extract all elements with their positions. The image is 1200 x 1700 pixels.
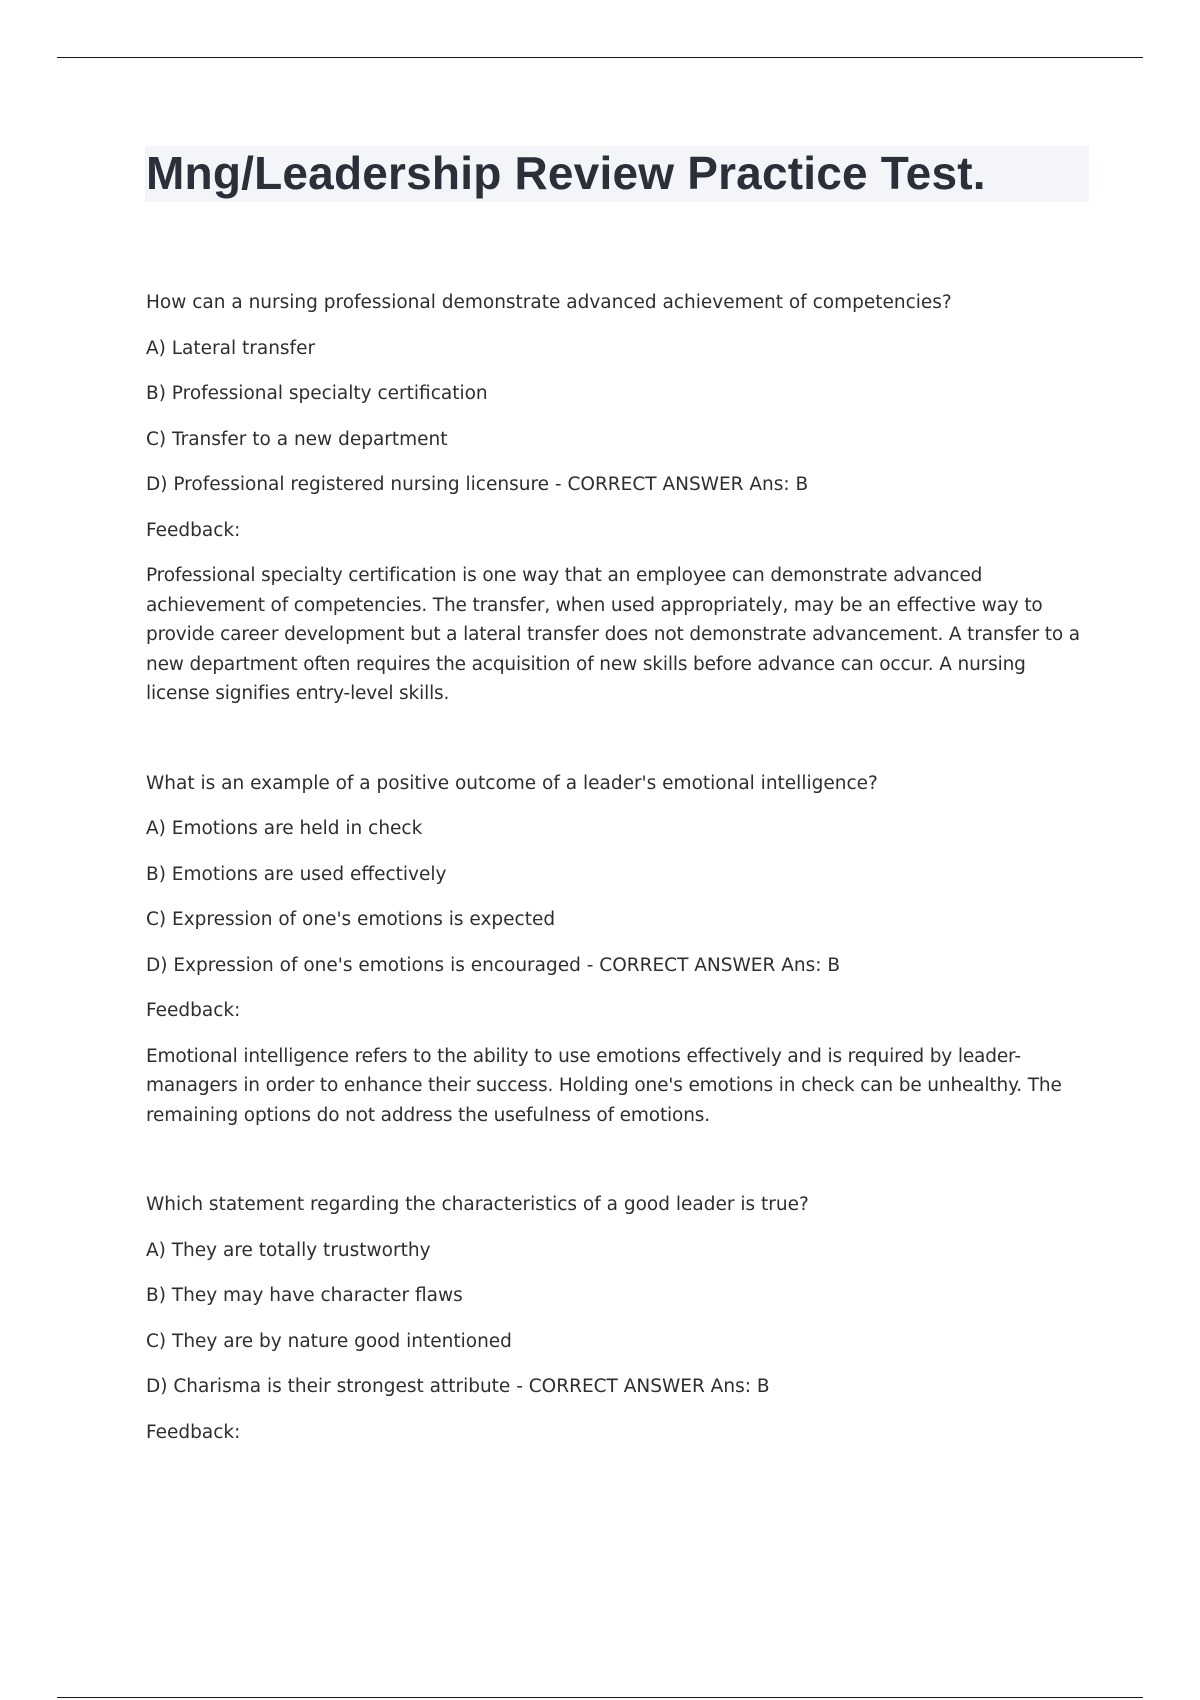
question-block-1 — [146, 288, 1090, 709]
question-block-2 — [146, 769, 1090, 1131]
top-divider — [57, 57, 1143, 58]
feedback-label: Feedback: — [146, 519, 241, 541]
feedback-text: Professional specialty certification is one way that an employee can demonstrate advanced achievement of competencies. The transfer, when used appropriately, may be an effective way to provide career development but a lateral transfer does not demonstrate advancement. A transfer to a new department often requires the acquisition of new skills before advance can occur. A nursing license signifies entry-level skills. — [146, 565, 1080, 704]
option-b: B) Professional specialty certification — [146, 383, 488, 404]
page-title: Mng/Leadership Review Practice Test. — [146, 147, 986, 199]
option-d-with-answer: D) Charisma is their strongest attribute - CORRECT ANSWER Ans: B — [146, 1376, 770, 1397]
feedback-text: Emotional intelligence refers to the ability to use emotions effectively and is required by leader-managers in order to enhance their success. Holding one's emotions in check can be unhealthy. The remaining options do not address the usefulness of emotions. — [146, 1045, 1062, 1126]
bottom-divider — [57, 1697, 1143, 1698]
option-d-with-answer: D) Professional registered nursing licensure - CORRECT ANSWER Ans: B — [146, 474, 809, 495]
question-block-3 — [146, 1190, 1090, 1447]
option-d-with-answer: D) Expression of one's emotions is encouraged - CORRECT ANSWER Ans: B — [146, 954, 841, 976]
question-text: What is an example of a positive outcome of a leader's emotional intelligence? — [146, 772, 878, 794]
option-c: C) They are by nature good intentioned — [146, 1330, 512, 1352]
option-a: A) Lateral transfer — [146, 337, 316, 359]
option-a: A) Emotions are held in check — [146, 818, 423, 839]
feedback-label: Feedback: — [146, 1421, 241, 1443]
option-c: C) Transfer to a new department — [146, 428, 448, 450]
feedback-label: Feedback: — [146, 1000, 241, 1021]
option-c: C) Expression of one's emotions is expected — [146, 909, 556, 930]
question-text: Which statement regarding the characteristics of a good leader is true? — [146, 1194, 809, 1215]
option-b: B) Emotions are used effectively — [146, 863, 447, 885]
document-body — [146, 288, 1090, 1463]
question-text: How can a nursing professional demonstrate advanced achievement of competencies? — [146, 292, 952, 313]
option-a: A) They are totally trustworthy — [146, 1239, 431, 1261]
option-b: B) They may have character flaws — [146, 1285, 463, 1306]
